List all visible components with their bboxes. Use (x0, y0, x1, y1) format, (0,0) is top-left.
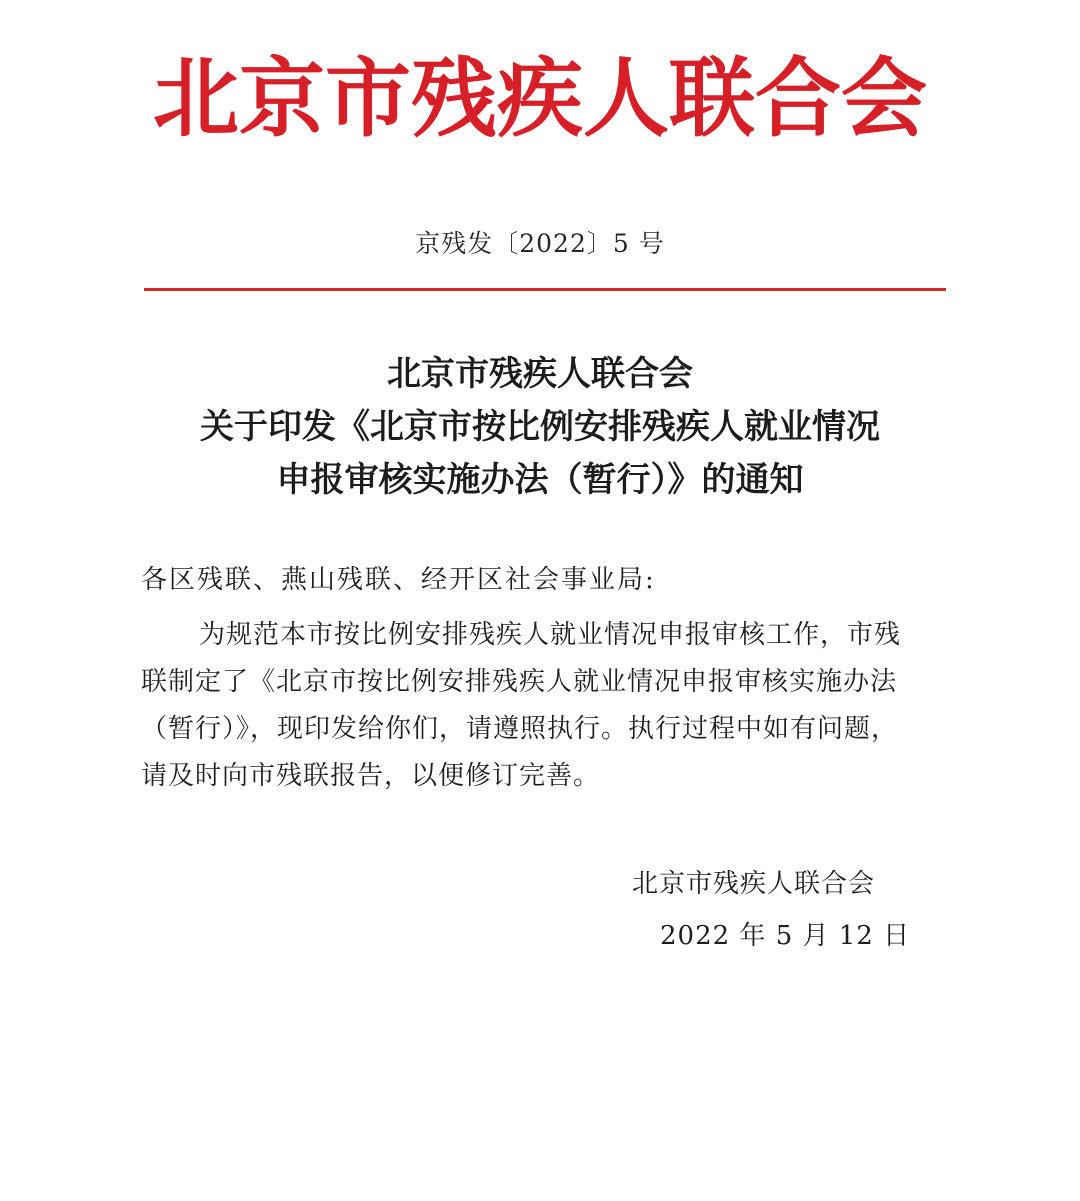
issuer-header: 北京市残疾人联合会 (153, 48, 927, 149)
title-line: 关于印发《北京市按比例安排残疾人就业情况 (200, 407, 880, 447)
red-divider-line (144, 288, 946, 291)
title-line: 北京市残疾人联合会 (387, 354, 693, 394)
body-line: （暂行）》，现印发给你们，请遵照执行。执行过程中如有问题， (141, 714, 899, 744)
salutation: 各区残联、燕山残联、经开区社会事业局: (141, 565, 656, 595)
title-line: 申报审核实施办法（暂行）》的通知 (276, 460, 804, 500)
body-line: 联制定了《北京市按比例安排残疾人就业情况申报审核实施办法 (141, 667, 898, 697)
signature-date: 2022 年 5 月 12 日 (660, 921, 911, 951)
document-title (0, 348, 1080, 507)
body-paragraph (141, 612, 941, 800)
body-line: 为规范本市按比例安排残疾人就业情况申报审核工作，市残 (199, 620, 902, 650)
document-number: 京残发〔2022〕5 号 (415, 229, 665, 258)
body-line: 请及时向市残联报告，以便修订完善。 (141, 761, 601, 791)
signature-organization: 北京市残疾人联合会 (632, 869, 876, 899)
